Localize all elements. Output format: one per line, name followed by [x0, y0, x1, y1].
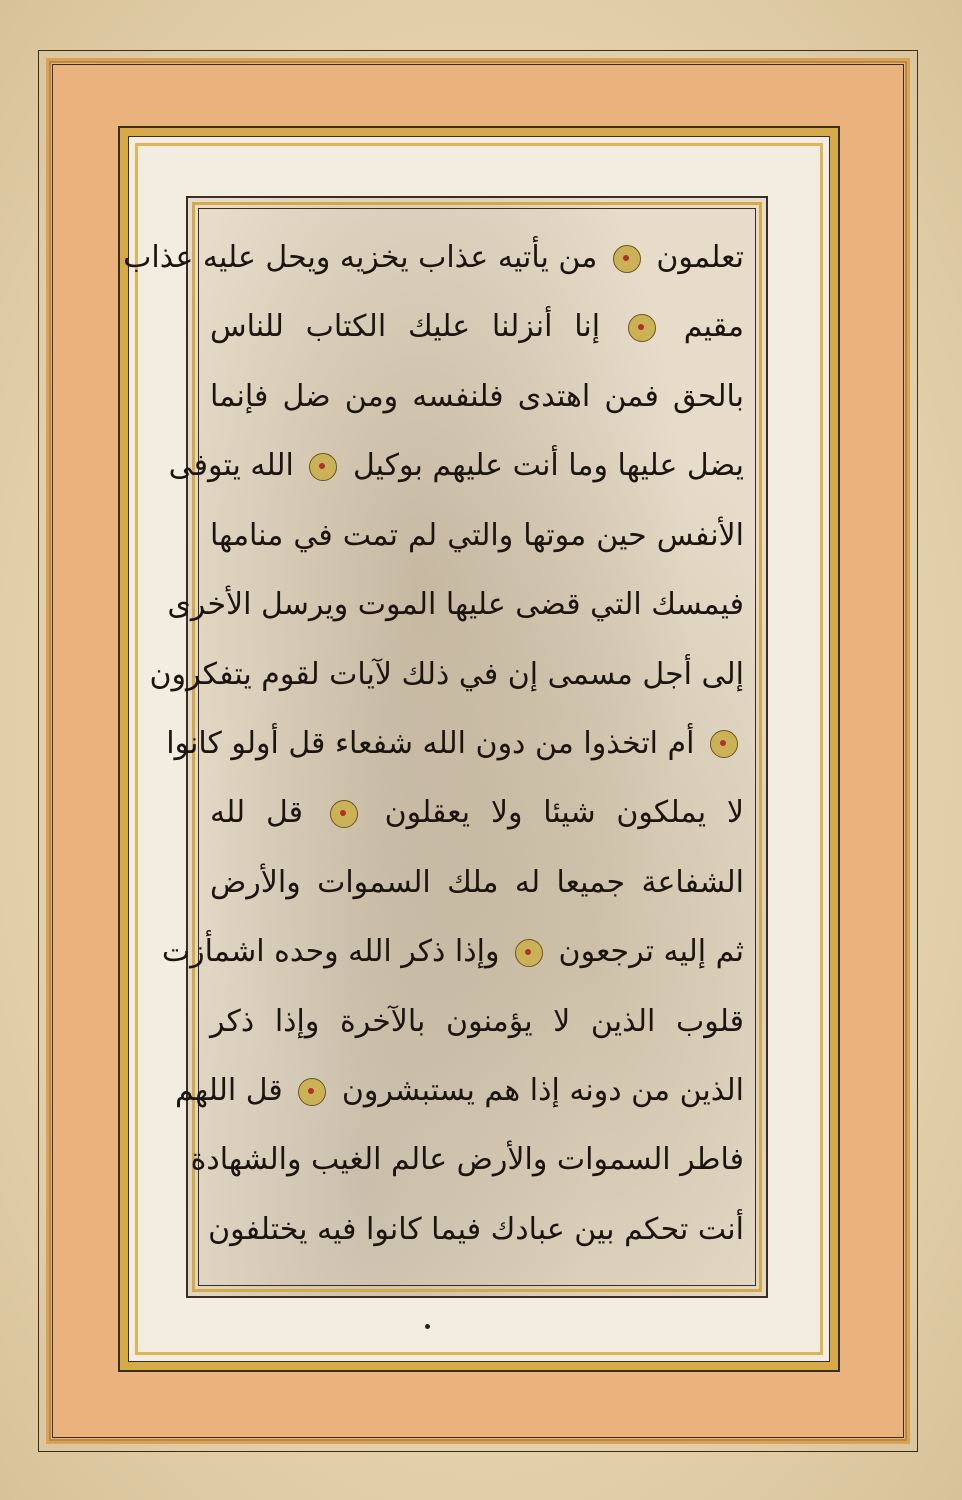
text-line: قلوب الذين لا يؤمنون بالآخرة وإذا ذكر: [210, 1003, 744, 1039]
text-line: فاطر السموات والأرض عالم الغيب والشهادة: [190, 1142, 744, 1178]
text-line: لا يملكون شيئا ولا يعقلون قل لله: [210, 795, 744, 831]
text-line: تعلمون من يأتيه عذاب يخزيه ويحل عليه عذاب: [123, 240, 744, 275]
text-line: ثم إليه ترجعون وإذا ذكر الله وحده اشمأزت: [161, 934, 744, 970]
text-line: الذين من دونه إذا هم يستبشرون قل اللهم: [174, 1073, 744, 1109]
text-line: فيمسك التي قضى عليها الموت ويرسل الأخرى: [167, 587, 744, 623]
text-line: الأنفس حين موتها والتي لم تمت في منامها: [210, 517, 744, 553]
text-line: يضل عليها وما أنت عليهم بوكيل الله يتوفى: [168, 448, 744, 484]
verse-marker-icon: [613, 245, 641, 273]
text-lines: [123, 232, 744, 1262]
text-line: مقيم إنا أنزلنا عليك الكتاب للناس: [210, 309, 744, 345]
verse-marker-icon: [515, 939, 543, 967]
text-line: أم اتخذوا من دون الله شفعاء قل أولو كانوا: [210, 718, 744, 776]
verse-marker-icon: [309, 453, 337, 481]
text-line: أنت تحكم بين عبادك فيما كانوا فيه يختلفون: [208, 1211, 744, 1247]
text-line: بالحق فمن اهتدى فلنفسه ومن ضل فإنما: [210, 378, 744, 414]
verse-marker-icon: [330, 800, 358, 828]
text-panel: [123, 196, 768, 1298]
verse-marker-icon: [710, 730, 738, 758]
ink-dot: [425, 1324, 430, 1329]
text-line: الشفاعة جميعا له ملك السموات والأرض: [210, 864, 744, 900]
text-line: إلى أجل مسمى إن في ذلك لآيات لقوم يتفكرون: [149, 656, 744, 692]
verse-marker-icon: [628, 314, 656, 342]
verse-marker-icon: [298, 1078, 326, 1106]
